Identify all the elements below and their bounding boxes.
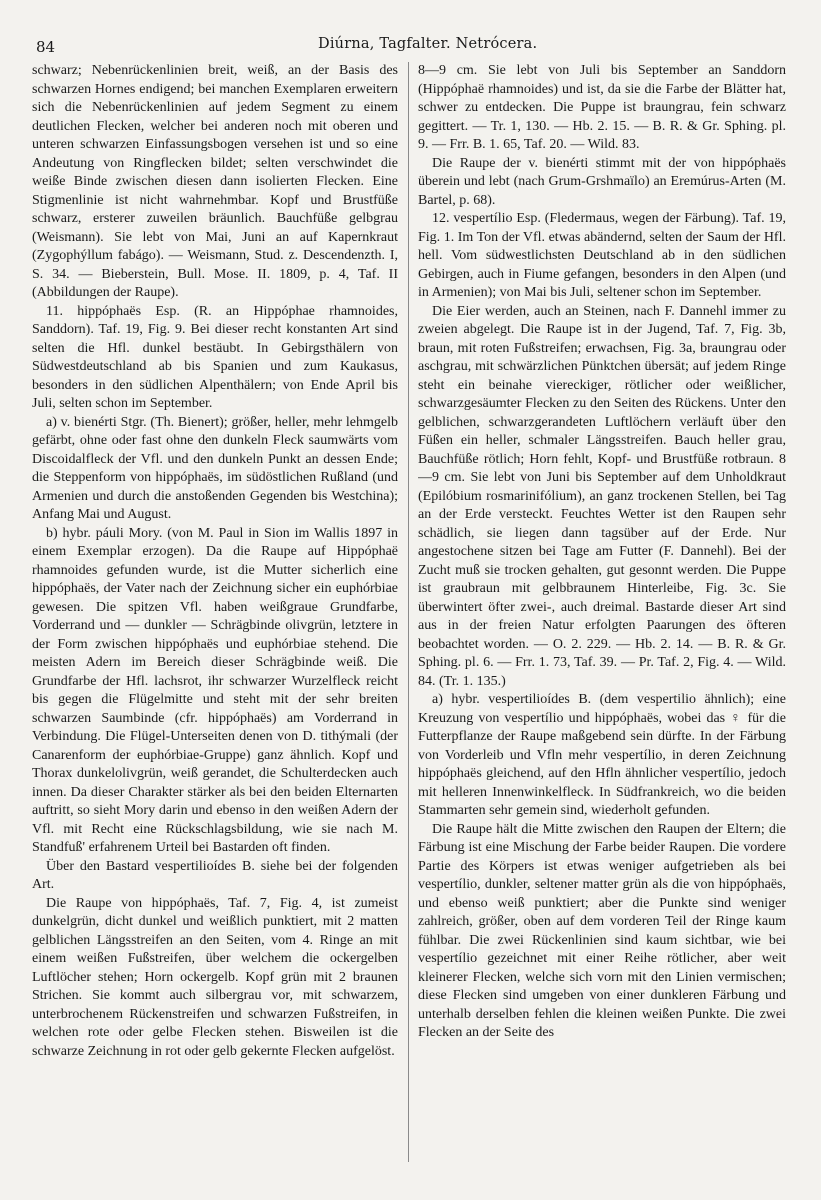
- paragraph: a) v. bienérti Stgr. (Th. Bienert); größer, heller, mehr lehmgelb gefärbt, ohne oder fast ohne den dunkeln Fleck saumwärts vom Discoidalfleck der Vfl. und den dunkeln Punkt an dessen Ende; die Steppenform von hippóphaës, im südöstlichen Rußland (und Armenien und durch die anstoßenden Gegenden bis Westchina); Anfang Mai und August.: [32, 414, 398, 522]
- paragraph: Die Raupe hält die Mitte zwischen den Raupen der Eltern; die Färbung ist eine Mischung der Farbe beider Raupen. Die vordere Partie des Körpers ist etwas weniger aufgetrieben als bei vespertílio, dunkler, seltener matter grün als die von hippóphaës, und ebenso weiß punktiert; aber die Punkte sind weniger zahlreich, größer, oben auf dem vorderen Teil der Ringe kaum fühlbar. Die zwei Rückenlinien sind kaum sichtbar, wie bei vespertílio gezeichnet mit einer Reihe rötlicher, aber weit kleinerer Flecken, welche sich vorn mit den Linien vermischen; diese Flecken sind umgeben von einer dunkleren Färbung und unterhalb derselben fehlen die kleinen weißen Punkte. Die zwei Flecken an der Seite des: [418, 821, 786, 1040]
- left-text-column: [32, 62, 398, 1182]
- page-header: [0, 0, 821, 56]
- page-number: 84: [36, 38, 56, 56]
- paragraph: schwarz; Nebenrückenlinien breit, weiß, an der Basis des schwarzen Hornes endigend; bei manchen Exemplaren erweitern sich die Nebenrückenlinien auf jedem Segment zu einem deutlichen Flecken, welcher bei anderen noch mit oberen und unteren schwarzen Einfassungsbogen versehen ist und so eine Andeutung von Ringflecken bildet; selten verschwindet die weiße Binde zwischen diesen dann isolierten Flecken. Eine Stigmenlinie ist nicht wahrnehmbar. Kopf und Brustfüße schwarz, ersterer zuweilen bräunlich. Bauchfüße gelbgrau (Weismann). Sie lebt von Mai, Juni an auf Kapernkraut (Zygophýllum fabágo). — Weismann, Stud. z. Descendenzth. I, S. 34. — Bieberstein, Bull. Mose. II. 1809, p. 4, Taf. II (Abbildungen der Raupe).: [32, 63, 398, 300]
- column-divider: [408, 62, 409, 1162]
- paragraph: Die Eier werden, auch an Steinen, nach F. Dannehl immer zu zweien abgelegt. Die Raupe ist in der Jugend, Taf. 7, Fig. 3b, braun, mit roten Fußstreifen; erwachsen, Fig. 3a, braungrau oder aschgrau, mit schwärzlichen Pünktchen übersät; auf jedem Ringe steht ein beinahe viereckiger, rötlicher oder weißlicher, schwarzgesäumter Flecken zu den Seiten des Rückens. Unter den gelblichen, schwarzgerandeten Luftlöchern verläuft über den Füßen ein heller, schmaler Längsstreifen. Bauch heller grau, Bauchfüße rötlich; Horn fehlt, Kopf- und Brustfüße rotbraun. 8—9 cm. Sie lebt von Juni bis September auf dem Unholdkraut (Epilóbium rosmarinifólium), an ganz trockenen Stellen, bei Tag an der Erde versteckt. Feuchtes Wetter ist den Raupen sehr schädlich, sie liegen dann tagsüber auf der Erde. Nur angestochene sitzen bei Tage am Futter (F. Dannehl). Bei der Zucht muß sie trocken gehalten, gut gesonnt werden. Die Puppe ist graubraun mit gelbbraunem Hinterleibe, Fig. 3c. Sie überwintert öfter zwei-, auch dreimal. Bastarde dieser Art sind aus in der freien Natur erfolgten Paarungen des öfteren beobachtet worden. — O. 2. 229. — Hb. 2. 14. — B. R. & Gr. Sphing. pl. 6. — Frr. 1. 73, Taf. 39. — Pr. Taf. 2, Fig. 4. — Wild. 84. (Tr. 1. 135.): [418, 303, 786, 689]
- paragraph: 11. hippóphaës Esp. (R. an Hippóphae rhamnoides, Sanddorn). Taf. 19, Fig. 9. Bei dieser recht konstanten Art sind selten die Hfl. dunkel bestäubt. In Gebirgsthälern von Südwestdeutschland ab bis Spanien und zum Kaukasus, besonders in den südlichen Alpenthälern; von Ende April bis Juli, selten schon im September.: [32, 303, 398, 411]
- paragraph: Über den Bastard vespertilioídes B. siehe bei der folgenden Art.: [32, 858, 398, 892]
- right-text-column: [418, 62, 786, 1182]
- paragraph: a) hybr. vespertilioídes B. (dem vespertilio ähnlich); eine Kreuzung von vespertílio und hippóphaës, wobei das ♀ für die Futterpflanze der Raupe maßgebend sein dürfte. In der Färbung von Vorderleib und Vfln mehr vespertílio, in deren Zeichnung hippóphaës gleichend, auf den Hfln ähnlicher vespertílio, jedoch mit helleren Innenwinkelfleck. In Südfrankreich, wo die beiden Stammarten sehr gemein sind, wiederholt gefunden.: [418, 692, 786, 818]
- paragraph: 8—9 cm. Sie lebt von Juli bis September an Sanddorn (Hippóphaë rhamnoides) und ist, da sie die Farbe der Blätter hat, schwer zu entdecken. Die Puppe ist braungrau, fein schwarz gegittert. — Tr. 1, 130. — Hb. 2. 15. — B. R. & Gr. Sphing. pl. 9. — Frr. B. 1. 65, Taf. 20. — Wild. 83.: [418, 63, 786, 152]
- paragraph: Die Raupe von hippóphaës, Taf. 7, Fig. 4, ist zumeist dunkelgrün, dicht dunkel und weißlich punktiert, mit 2 matten gelblichen Längsstreifen an den Seiten, vom 4. Ringe an mit einem weißen Fußstreifen, über welchem die ockergelben Luftlöcher stehen; Horn ockergelb. Kopf grün mit 2 braunen Strichen. Sie kommt auch silbergrau vor, mit schwarzem, unterbrochenem Rückenstreifen und schwarzen Fußstreifen, in welchen rote oder gelbe Flecken stehen. Bisweilen ist die schwarze Zeichnung in rot oder gelb gekernte Flecken aufgelöst.: [32, 895, 398, 1059]
- paragraph: Die Raupe der v. bienérti stimmt mit der von hippóphaës überein und lebt (nach Grum-Grshmaïlo) an Eremúrus-Arten (M. Bartel, p. 68).: [418, 155, 786, 208]
- running-title: Diúrna, Tagfalter. Netrócera.: [318, 36, 538, 52]
- paragraph: b) hybr. páuli Mory. (von M. Paul in Sion im Wallis 1897 in einem Exemplar erzogen). Da die Raupe auf Hippóphaë rhamnoides gefunden wurde, ist die Mutter sicherlich eine hippóphaës, der Vater nach der Zeichnung sicher ein euphórbiae gewesen. Die spitzen Vfl. haben weißgraue Grundfarbe, Vorderrand und — dunkler — Schrägbinde olivgrün, letztere in der Form zwischen hippóphaës und euphórbiae stehend. Die meisten Adern im Bereich dieser Schrägbinde weiß. Die Grundfarbe der Hfl. lachsrot, ihr schwarzer Wurzelfleck reicht bis gegen die Flügelmitte und steht mit der sehr breiten schwarzen Saumbinde (cfr. hippóphaës) am Vorderrand in Verbindung. Die Flügel-Unterseiten denen von D. tithýmali (der Canarenform der euphórbiae-Gruppe) ganz ähnlich. Kopf und Thorax dunkelolivgrün, weiß gerandet, die Schulterdecken auch innen. Da dieser Charakter stärker als bei den beiden Elternarten auftritt, so sieht Mory darin und ebenso in den weißen Adern der Vfl. mit Recht eine Rückschlagsbildung, wie sie nach M. Standfuß' erfahrenem Urteil bei Bastarden oft finden.: [32, 525, 398, 855]
- paragraph: 12. vespertílio Esp. (Fledermaus, wegen der Färbung). Taf. 19, Fig. 1. Im Ton der Vfl. etwas abändernd, selten der Saum der Hfl. hell. Vom südwestlichsten Deutschland ab in den südlichen Gebirgen, auch in Fiume gefangen, besonders in den Alpen (und in Armenien); von Mai bis Juli, seltener schon im September.: [418, 211, 786, 300]
